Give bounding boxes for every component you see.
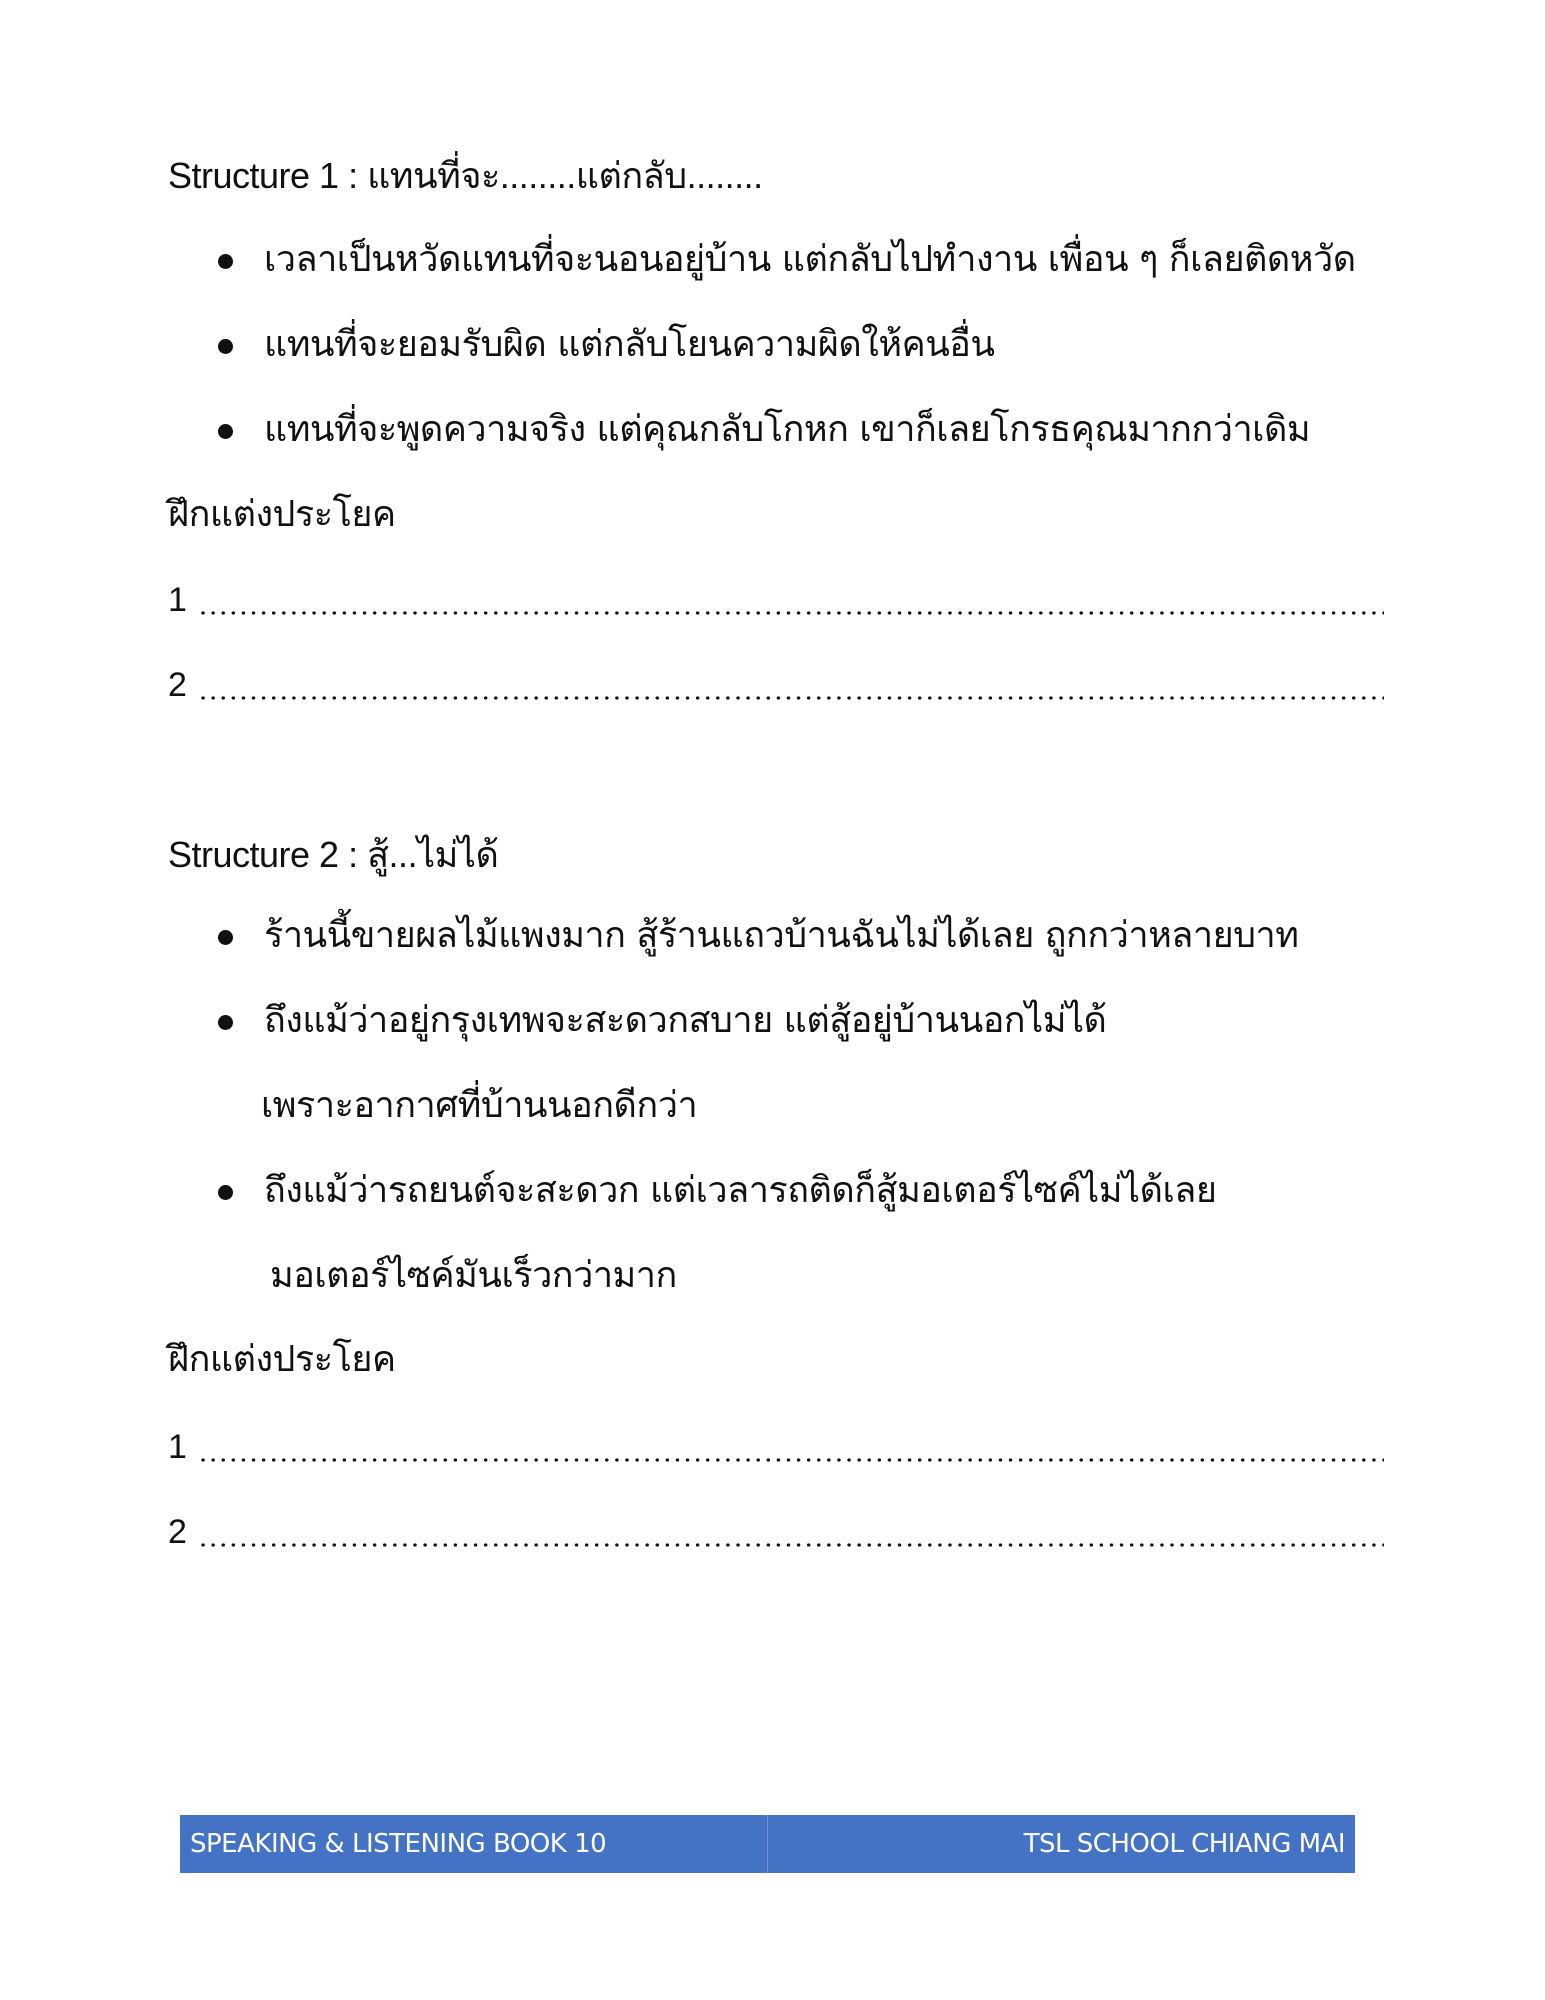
dotted-answer-line[interactable] — [198, 696, 1384, 700]
bullet-icon — [218, 339, 233, 354]
example-text: แทนที่จะพูดความจริง แต่คุณกลับโกหก เขาก็เลยโกรธคุณมากกว่าเดิม — [264, 409, 1311, 450]
structure-1-title: Structure 1 : แทนที่จะ........แต่กลับ........ — [168, 155, 763, 196]
example-text: ถึงแม้ว่ารถยนต์จะสะดวก แต่เวลารถติดก็สู้มอเตอร์ไซค์ไม่ได้เลย — [264, 1170, 1217, 1211]
dotted-answer-line[interactable] — [198, 1543, 1384, 1547]
practice-line-2-1[interactable] — [168, 1427, 1384, 1467]
bullet-icon — [218, 254, 233, 269]
structure-2-title: Structure 2 : สู้...ไม่ได้ — [168, 834, 499, 875]
example-text: ร้านนี้ขายผลไม้แพงมาก สู้ร้านแถวบ้านฉันไม่ได้เลย ถูกกว่าหลายบาท — [264, 915, 1299, 956]
footer-school-name: TSL SCHOOL CHIANG MAI — [1023, 1829, 1345, 1859]
practice-line-2-2[interactable] — [168, 1512, 1384, 1552]
practice-number: 1 — [168, 1428, 187, 1466]
practice-line-1-2[interactable] — [168, 665, 1384, 705]
bullet-icon — [218, 930, 233, 945]
practice-number: 2 — [168, 1513, 187, 1551]
example-continuation: มอเตอร์ไซค์มันเร็วกว่ามาก — [270, 1255, 677, 1296]
example-text: แทนที่จะยอมรับผิด แต่กลับโยนความผิดให้คนอื่น — [264, 324, 995, 365]
practice-line-1-1[interactable] — [168, 580, 1384, 620]
example-continuation: เพราะอากาศที่บ้านนอกดีกว่า — [261, 1085, 698, 1126]
example-text: ถึงแม้ว่าอยู่กรุงเทพจะสะดวกสบาย แต่สู้อยู่บ้านนอกไม่ได้ — [264, 1000, 1107, 1041]
example-text: เวลาเป็นหวัดแทนที่จะนอนอยู่บ้าน แต่กลับไปทำงาน เพื่อน ๆ ก็เลยติดหวัด — [264, 239, 1356, 280]
dotted-answer-line[interactable] — [198, 611, 1384, 615]
bullet-icon — [218, 424, 233, 439]
bullet-icon — [218, 1015, 233, 1030]
dotted-answer-line[interactable] — [198, 1458, 1384, 1462]
practice-label-1: ฝึกแต่งประโยค — [168, 494, 396, 535]
page-footer — [180, 1815, 1355, 1873]
footer-book-title: SPEAKING & LISTENING BOOK 10 — [180, 1815, 768, 1873]
practice-number: 1 — [168, 581, 187, 619]
practice-number: 2 — [168, 666, 187, 704]
practice-label-2: ฝึกแต่งประโยค — [168, 1339, 396, 1380]
bullet-icon — [218, 1185, 233, 1200]
